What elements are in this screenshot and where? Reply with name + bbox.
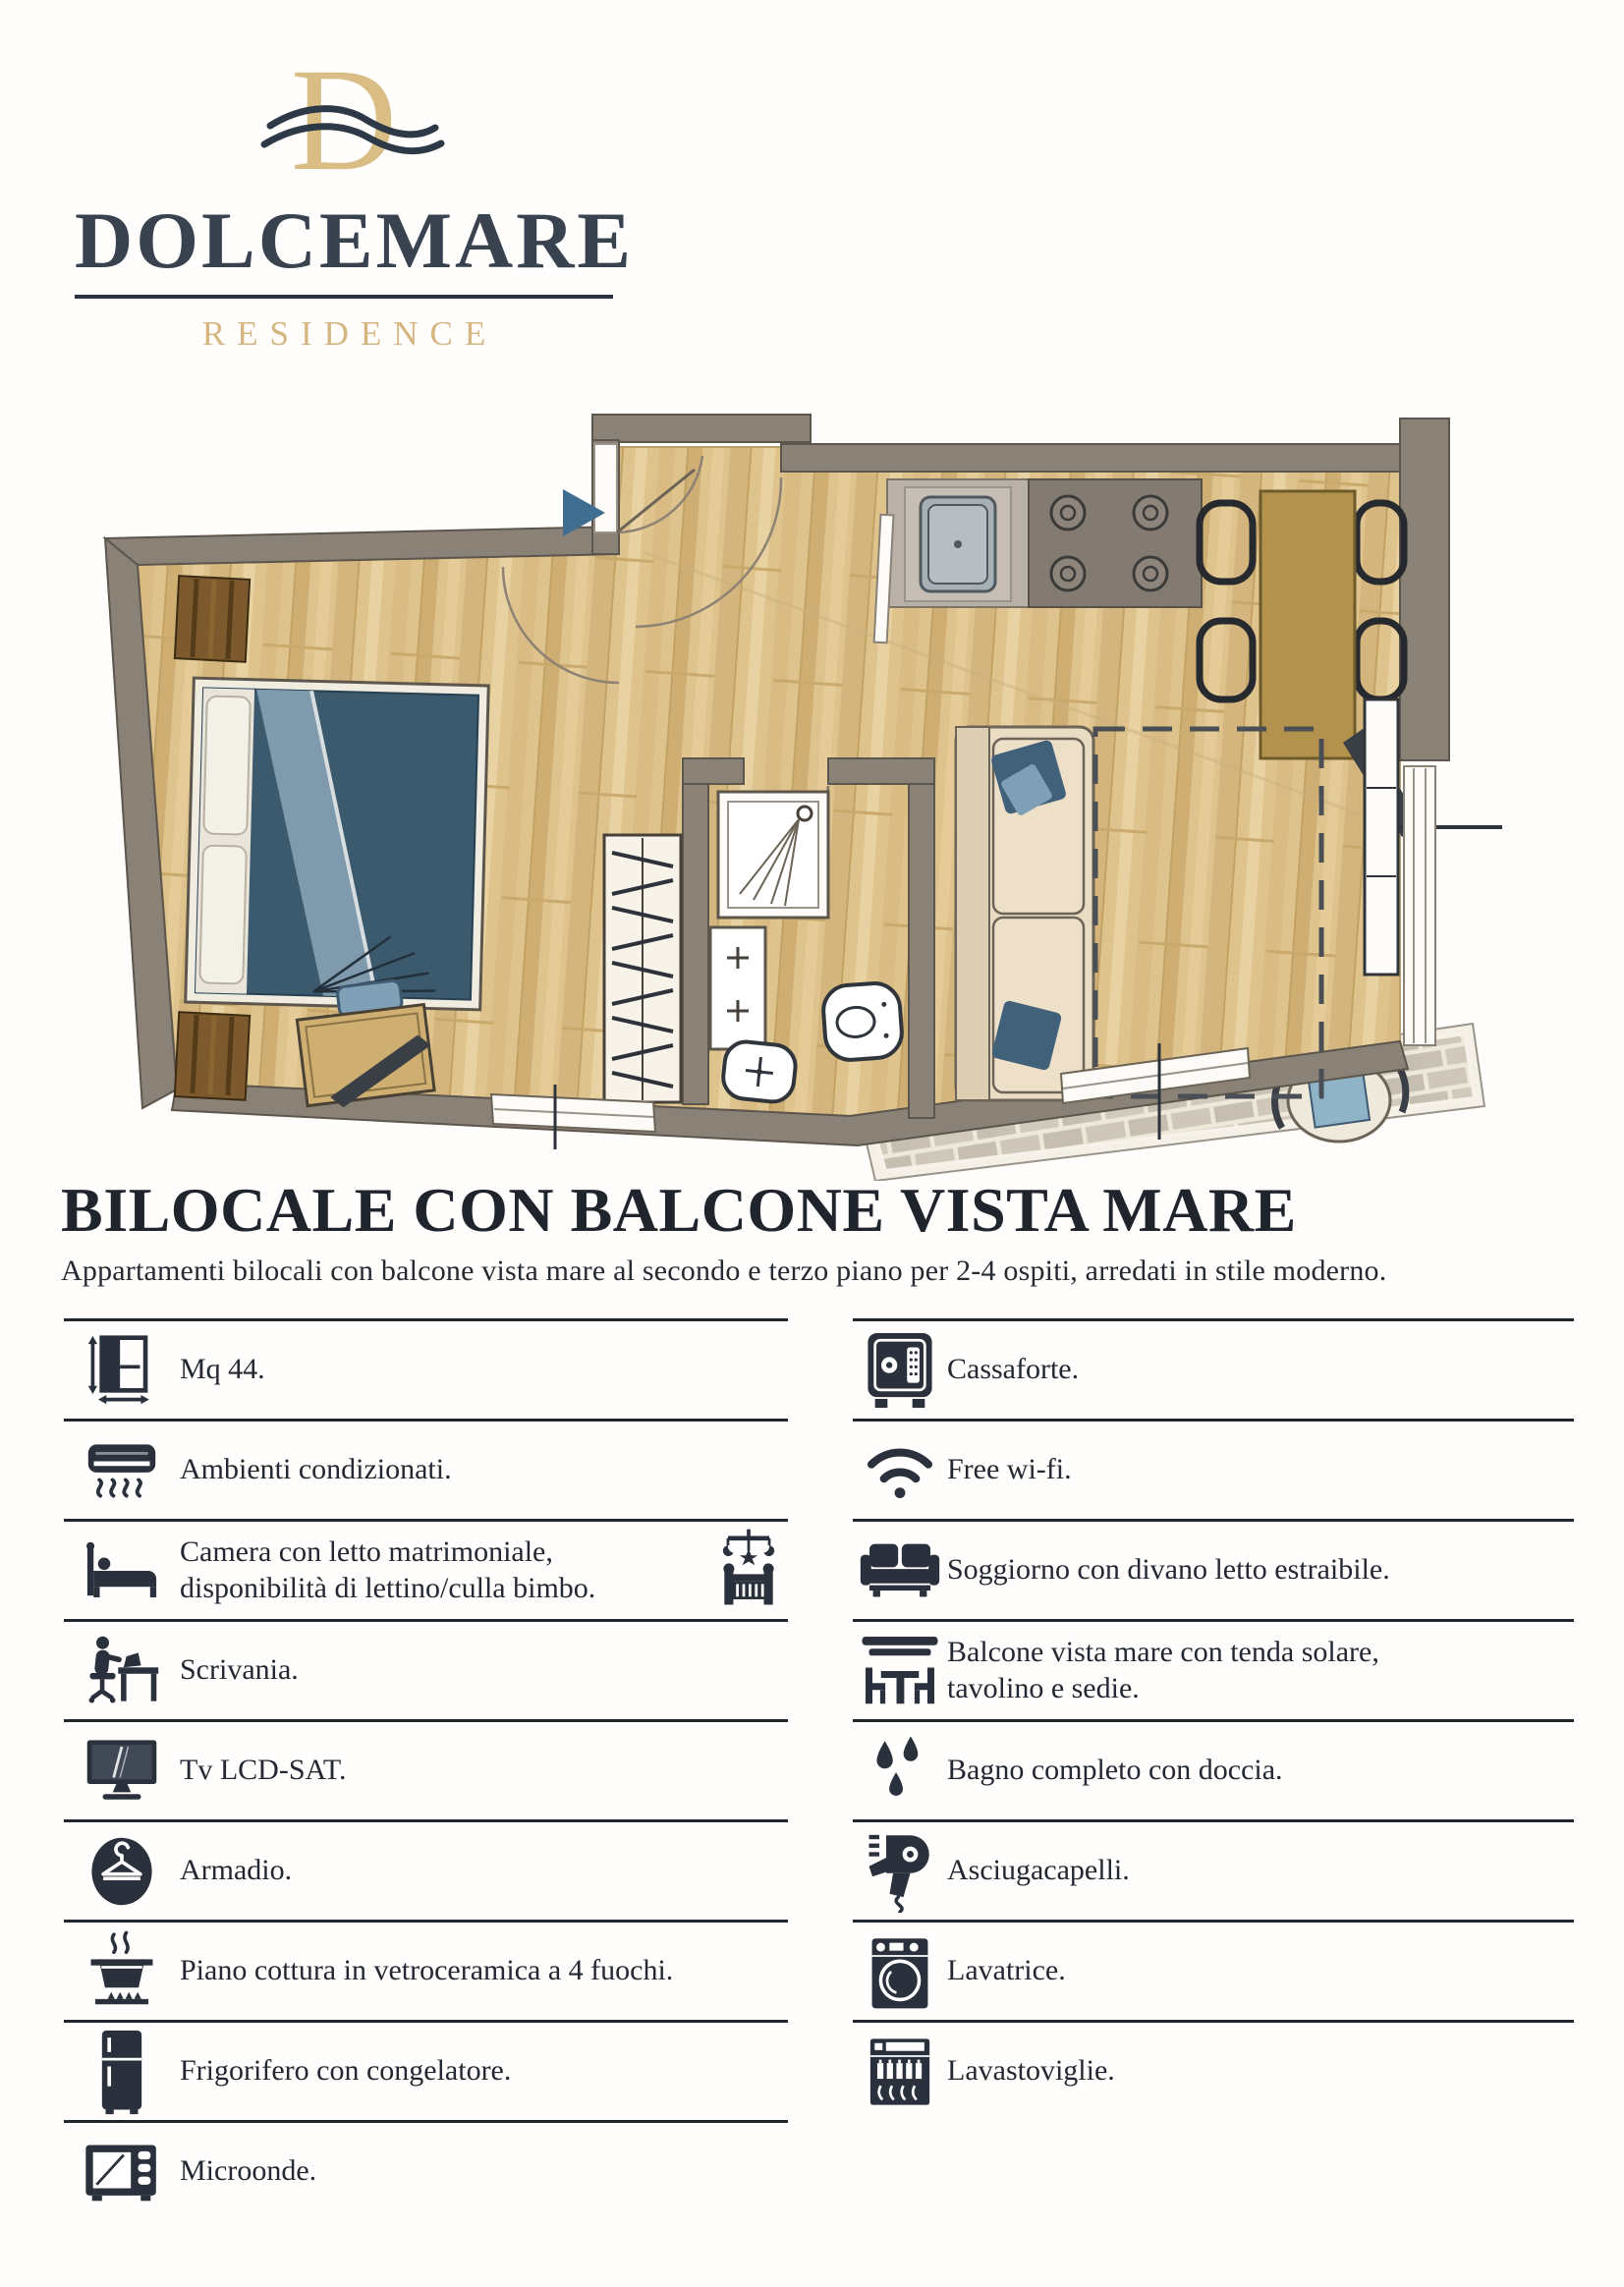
feature-label: Piano cottura in vetroceramica a 4 fuochi. [180, 1954, 674, 1987]
feature-label: Ambienti condizionati. [180, 1453, 452, 1486]
features-list [64, 1318, 1574, 2220]
window-right [1404, 766, 1435, 1045]
feature-label: Camera con letto matrimoniale, disponibilità di lettino/culla bimbo. [180, 1534, 596, 1604]
floor-plan [93, 405, 1528, 1181]
page-subtitle: Appartamenti bilocali con balcone vista mare al secondo e terzo piano per 2-4 ospiti, arredati in stile moderno. [61, 1255, 1387, 1288]
double-bed-icon [64, 1535, 180, 1606]
cooktop-icon [64, 1930, 180, 2013]
nightstand [175, 576, 250, 662]
shower [718, 792, 828, 918]
feature-label: Cassaforte. [947, 1353, 1080, 1386]
feature-row-tv [64, 1719, 788, 1819]
feature-label: Mq 44. [180, 1353, 265, 1386]
brand-logo [75, 47, 635, 354]
monogram-letter: D [290, 47, 398, 195]
feature-row-dishwasher [853, 2020, 1574, 2120]
features-column-left [64, 1318, 788, 2220]
microwave-icon [64, 2140, 180, 2204]
feature-row-balcony [853, 1619, 1574, 1719]
nightstand [175, 1012, 250, 1100]
feature-row-desk [64, 1619, 788, 1719]
fridge-icon [64, 2029, 180, 2115]
feature-row-safe [853, 1318, 1574, 1419]
balcony-icon [853, 1633, 947, 1709]
water-drops-icon [853, 1735, 947, 1808]
washing-machine-icon [853, 1931, 947, 2012]
brand-monogram-icon [231, 47, 457, 195]
feature-row-hairdryer [853, 1819, 1574, 1920]
feature-row-microwave [64, 2120, 788, 2220]
feature-label: Asciugacapelli. [947, 1854, 1130, 1887]
bidet [721, 1039, 798, 1103]
feature-row-washer [853, 1920, 1574, 2020]
wardrobe-hanger-icon [64, 1834, 180, 1909]
dining-table [1260, 491, 1355, 758]
tv-icon [64, 1738, 180, 1805]
feature-label: Tv LCD-SAT. [180, 1754, 347, 1787]
feature-label: Armadio. [180, 1854, 293, 1887]
feature-label: Soggiorno con divano letto estraibile. [947, 1553, 1390, 1587]
brand-rule [75, 295, 613, 299]
stove [1029, 479, 1202, 607]
feature-row-wardrobe [64, 1819, 788, 1920]
feature-row-fridge [64, 2020, 788, 2120]
feature-label: Microonde. [180, 2154, 317, 2188]
dishwasher-icon [853, 2034, 947, 2110]
toilet [821, 981, 903, 1061]
hairdryer-icon [853, 1830, 947, 1913]
entrance-door [594, 444, 617, 532]
wifi-icon [853, 1439, 947, 1502]
feature-row-sofa [853, 1519, 1574, 1619]
double-bed [186, 678, 489, 1010]
washbasin [710, 927, 765, 1049]
brand-type: RESIDENCE [201, 314, 498, 353]
baby-crib-icon [717, 1527, 780, 1614]
feature-row-bedroom [64, 1519, 788, 1619]
feature-label: Scrivania. [180, 1653, 299, 1687]
feature-row-ac [64, 1419, 788, 1519]
floor-area-icon [64, 1334, 180, 1407]
brand-name: DOLCEMARE [75, 195, 635, 285]
feature-label: Frigorifero con congelatore. [180, 2054, 512, 2088]
desk-icon [64, 1633, 180, 1709]
feature-row-cooktop [64, 1920, 788, 2020]
safe-icon [853, 1329, 947, 1412]
feature-label: Bagno completo con doccia. [947, 1754, 1283, 1787]
feature-label: Lavastoviglie. [947, 2054, 1115, 2088]
sofa-icon [853, 1541, 947, 1600]
feature-row-bathroom [853, 1719, 1574, 1819]
feature-label: Free wi-fi. [947, 1453, 1072, 1486]
feature-row-wifi [853, 1419, 1574, 1519]
wardrobe [604, 835, 681, 1102]
feature-label: Lavatrice. [947, 1954, 1066, 1987]
feature-row-area [64, 1318, 788, 1419]
feature-label: Balcone vista mare con tenda solare, tavolino e sedie. [947, 1635, 1379, 1704]
features-column-right [853, 1318, 1574, 2220]
page-title: BILOCALE CON BALCONE VISTA MARE [61, 1175, 1297, 1245]
air-conditioner-icon [64, 1433, 180, 1508]
